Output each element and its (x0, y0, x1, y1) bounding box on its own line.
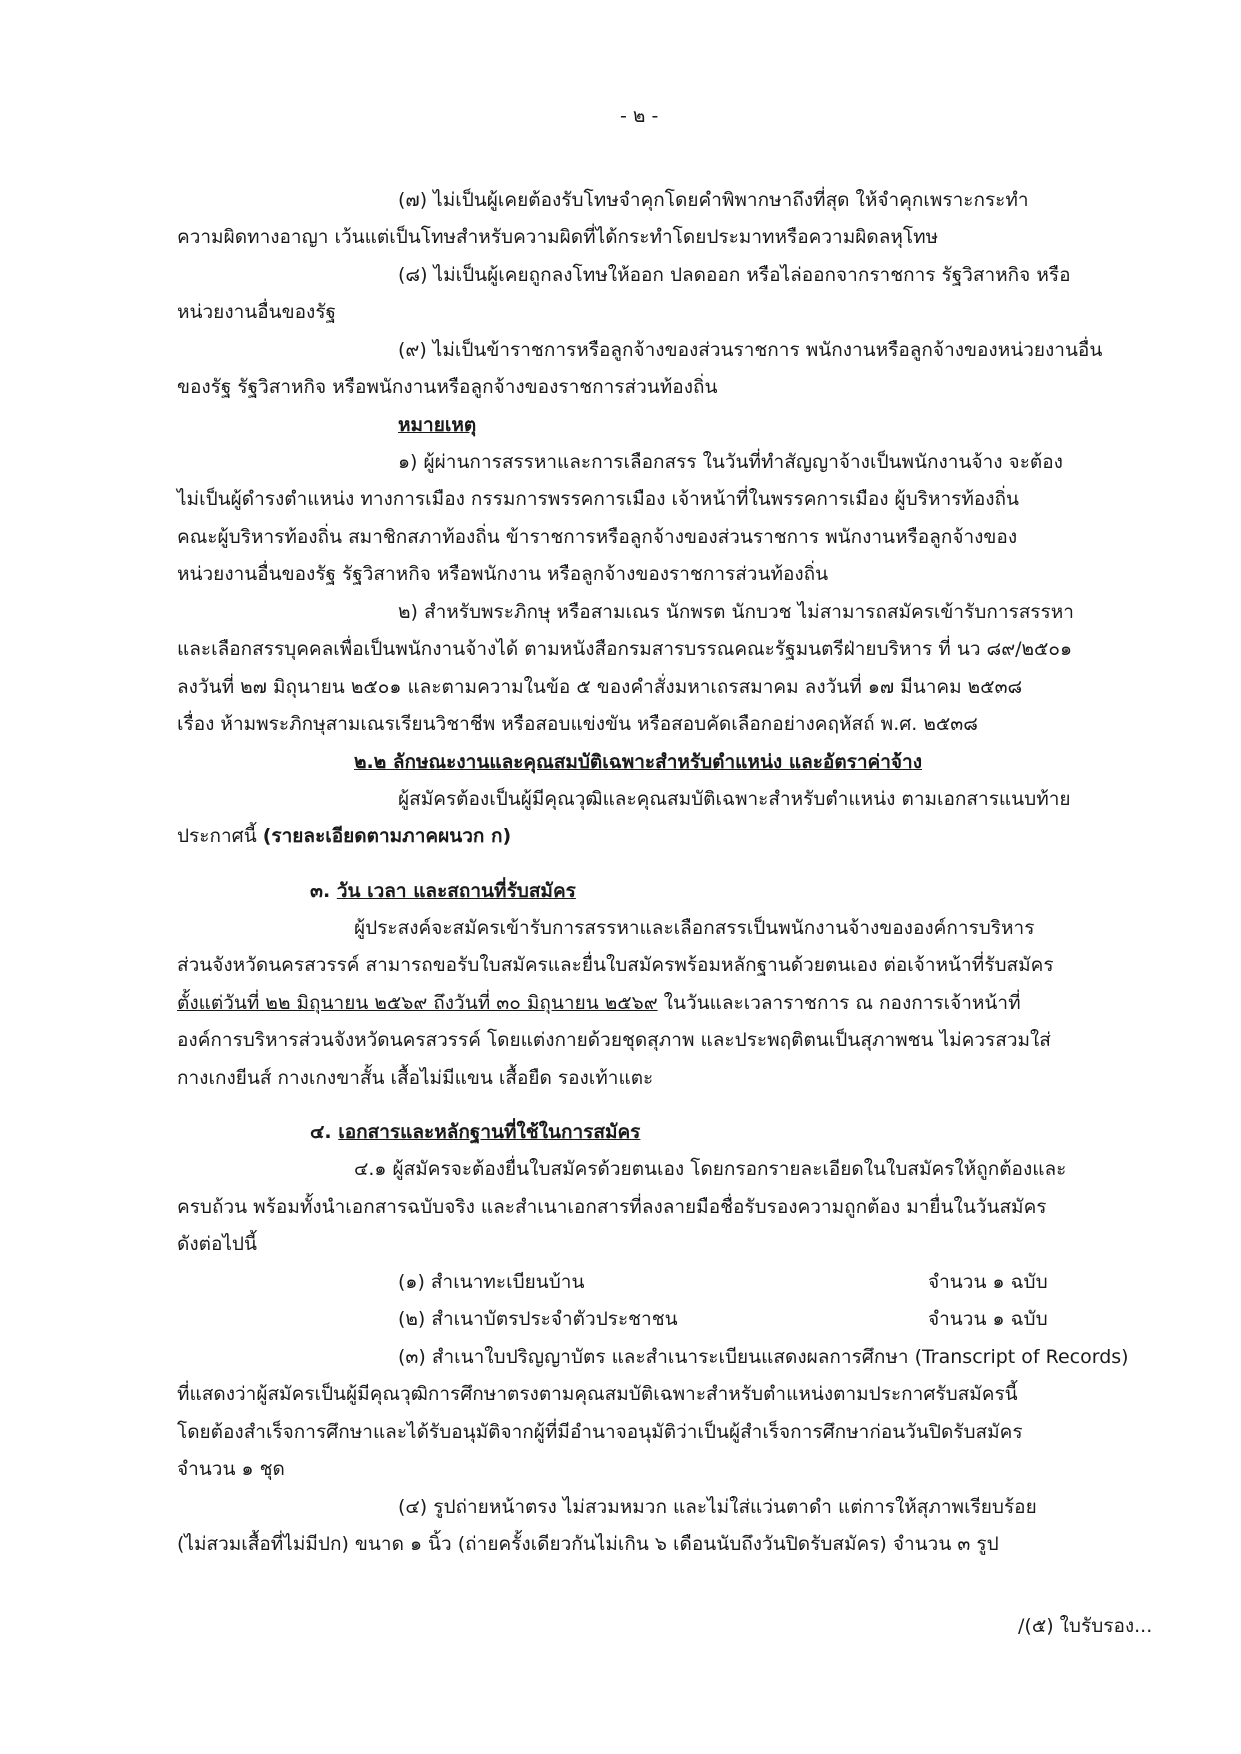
section-3-line3 (177, 990, 1021, 1016)
qualification-7-line2: ความผิดทางอาญา เว้นแต่เป็นโทษสำหรับความผิดที่ได้กระทำโดยประมาทหรือความผิดลหุโทษ (177, 226, 939, 248)
section-2-2-line2 (177, 823, 511, 849)
qualification-9-line2: ของรัฐ รัฐวิสาหกิจ หรือพนักงานหรือลูกจ้างของราชการส่วนท้องถิ่น (177, 376, 718, 398)
section-2-2-line1: ผู้สมัครต้องเป็นผู้มีคุณวุฒิและคุณสมบัติเฉพาะสำหรับตำแหน่ง ตามเอกสารแนบท้าย (398, 788, 1071, 810)
document-4-line2: (ไม่สวมเสื้อที่ไม่มีปก) ขนาด ๑ นิ้ว (ถ่ายครั้งเดียวกันไม่เกิน ๖ เดือนนับถึงวันปิดรับสมัคร) จำนวน ๓ รูป (177, 1533, 999, 1555)
section-3-line1: ผู้ประสงค์จะสมัครเข้ารับการสรรหาและเลือกสรรเป็นพนักงานจ้างขององค์การบริหาร (354, 917, 1035, 939)
qualification-9-line1: (๙) ไม่เป็นข้าราชการหรือลูกจ้างของส่วนราชการ พนักงานหรือลูกจ้างของหน่วยงานอื่น (398, 339, 1103, 361)
section-4-title: เอกสารและหลักฐานที่ใช้ในการสมัคร (338, 1121, 641, 1143)
section-3-line4: องค์การบริหารส่วนจังหวัดนครสวรรค์ โดยแต่งกายด้วยชุดสุภาพ และประพฤติตนเป็นสุภาพชน ไม่ควรสวมใส่ (177, 1029, 1051, 1051)
document-1-quantity: จำนวน ๑ ฉบับ (928, 1271, 1048, 1293)
remarks-heading: หมายเหตุ (398, 414, 477, 436)
remark-2-line2: และเลือกสรรบุคคลเพื่อเป็นพนักงานจ้างได้ ตามหนังสือกรมสารบรรณคณะรัฐมนตรีฝ่ายบริหาร ที่ นว ๘๙/๒๕๐๑ (177, 638, 1073, 660)
section-2-2-line2-plain: ประกาศนี้ (177, 825, 263, 847)
section-4-1-line2: ครบถ้วน พร้อมทั้งนำเอกสารฉบับจริง และสำเนาเอกสารที่ลงลายมือชื่อรับรองความถูกต้อง มายื่นในวันสมัคร (177, 1196, 1047, 1218)
document-3-line2: ที่แสดงว่าผู้สมัครเป็นผู้มีคุณวุฒิการศึกษาตรงตามคุณสมบัติเฉพาะสำหรับตำแหน่งตามประกาศรับสมัครนี้ (177, 1383, 1018, 1405)
document-1-label: (๑) สำเนาทะเบียนบ้าน (398, 1271, 585, 1293)
continuation-marker: /(๕) ใบรับรอง... (1018, 1615, 1153, 1637)
document-2-quantity: จำนวน ๑ ฉบับ (928, 1308, 1048, 1330)
appendix-reference: (รายละเอียดตามภาคผนวก ก) (262, 825, 512, 847)
section-3-number: ๓. (310, 880, 337, 902)
remark-1-line4: หน่วยงานอื่นของรัฐ รัฐวิสาหกิจ หรือพนักงาน หรือลูกจ้างของราชการส่วนท้องถิ่น (177, 563, 829, 585)
application-period: ตั้งแต่วันที่ ๒๒ มิถุนายน ๒๕๖๙ ถึงวันที่ ๓๐ มิถุนายน ๒๕๖๙ (177, 992, 658, 1014)
document-2-label: (๒) สำเนาบัตรประจำตัวประชาชน (398, 1308, 678, 1330)
section-4-heading (310, 1119, 640, 1145)
page-number: - ๒ - (620, 105, 659, 127)
qualification-7-line1: (๗) ไม่เป็นผู้เคยต้องรับโทษจำคุกโดยคำพิพากษาถึงที่สุด ให้จำคุกเพราะกระทำ (398, 189, 1029, 211)
section-4-1-line1: ๔.๑ ผู้สมัครจะต้องยื่นใบสมัครด้วยตนเอง โดยกรอกรายละเอียดในใบสมัครให้ถูกต้องและ (354, 1158, 1067, 1180)
remark-2-line1: ๒) สำหรับพระภิกษุ หรือสามเณร นักพรต นักบวช ไม่สามารถสมัครเข้ารับการสรรหา (398, 601, 1074, 623)
remark-1-line3: คณะผู้บริหารท้องถิ่น สมาชิกสภาท้องถิ่น ข้าราชการหรือลูกจ้างของส่วนราชการ พนักงานหรือลูกจ้างของ (177, 526, 1018, 548)
section-2-2-heading: ๒.๒ ลักษณะงานและคุณสมบัติเฉพาะสำหรับตำแหน่ง และอัตราค่าจ้าง (354, 751, 922, 773)
document-3-line3: โดยต้องสำเร็จการศึกษาและได้รับอนุมัติจากผู้ที่มีอำนาจอนุมัติว่าเป็นผู้สำเร็จการศึกษาก่อนวันปิดรับสมัคร (177, 1421, 1023, 1443)
document-3-line4: จำนวน ๑ ชุด (177, 1458, 285, 1480)
section-3-line5: กางเกงยีนส์ กางเกงขาสั้น เสื้อไม่มีแขน เสื้อยืด รองเท้าแตะ (177, 1067, 654, 1089)
section-3-heading (310, 878, 576, 904)
remark-2-line4: เรื่อง ห้ามพระภิกษุสามเณรเรียนวิชาชีพ หรือสอบแข่งขัน หรือสอบคัดเลือกอย่างคฤหัสถ์ พ.ศ. ๒๕๓๘ (177, 713, 978, 735)
section-4-1-line3: ดังต่อไปนี้ (177, 1233, 257, 1255)
qualification-8-line2: หน่วยงานอื่นของรัฐ (177, 301, 337, 323)
qualification-8-line1: (๘) ไม่เป็นผู้เคยถูกลงโทษให้ออก ปลดออก หรือไล่ออกจากราชการ รัฐวิสาหกิจ หรือ (398, 264, 1071, 286)
section-4-number: ๔. (310, 1121, 339, 1143)
remark-1-line2: ไม่เป็นผู้ดำรงตำแหน่ง ทางการเมือง กรรมการพรรคการเมือง เจ้าหน้าที่ในพรรคการเมือง ผู้บริหารท้องถิ่น (177, 488, 1020, 510)
section-3-line2: ส่วนจังหวัดนครสวรรค์ สามารถขอรับใบสมัครและยื่นใบสมัครพร้อมหลักฐานด้วยตนเอง ต่อเจ้าหน้าที่รับสมัคร (177, 954, 1054, 976)
section-3-title: วัน เวลา และสถานที่รับสมัคร (336, 880, 576, 902)
remark-1-line1: ๑) ผู้ผ่านการสรรหาและการเลือกสรร ในวันที่ทำสัญญาจ้างเป็นพนักงานจ้าง จะต้อง (398, 451, 1063, 473)
section-3-line3-rest: ในวันและเวลาราชการ ณ กองการเจ้าหน้าที่ (657, 992, 1021, 1014)
document-3-line1: (๓) สำเนาใบปริญญาบัตร และสำเนาระเบียนแสดงผลการศึกษา (Transcript of Records) (398, 1346, 1129, 1368)
document-4-line1: (๔) รูปถ่ายหน้าตรง ไม่สวมหมวก และไม่ใส่แว่นตาดำ แต่การให้สุภาพเรียบร้อย (398, 1496, 1037, 1518)
remark-2-line3: ลงวันที่ ๒๗ มิถุนายน ๒๕๐๑ และตามความในข้อ ๕ ของคำสั่งมหาเถรสมาคม ลงวันที่ ๑๗ มีนาคม ๒๕๓๘ (177, 676, 1023, 698)
